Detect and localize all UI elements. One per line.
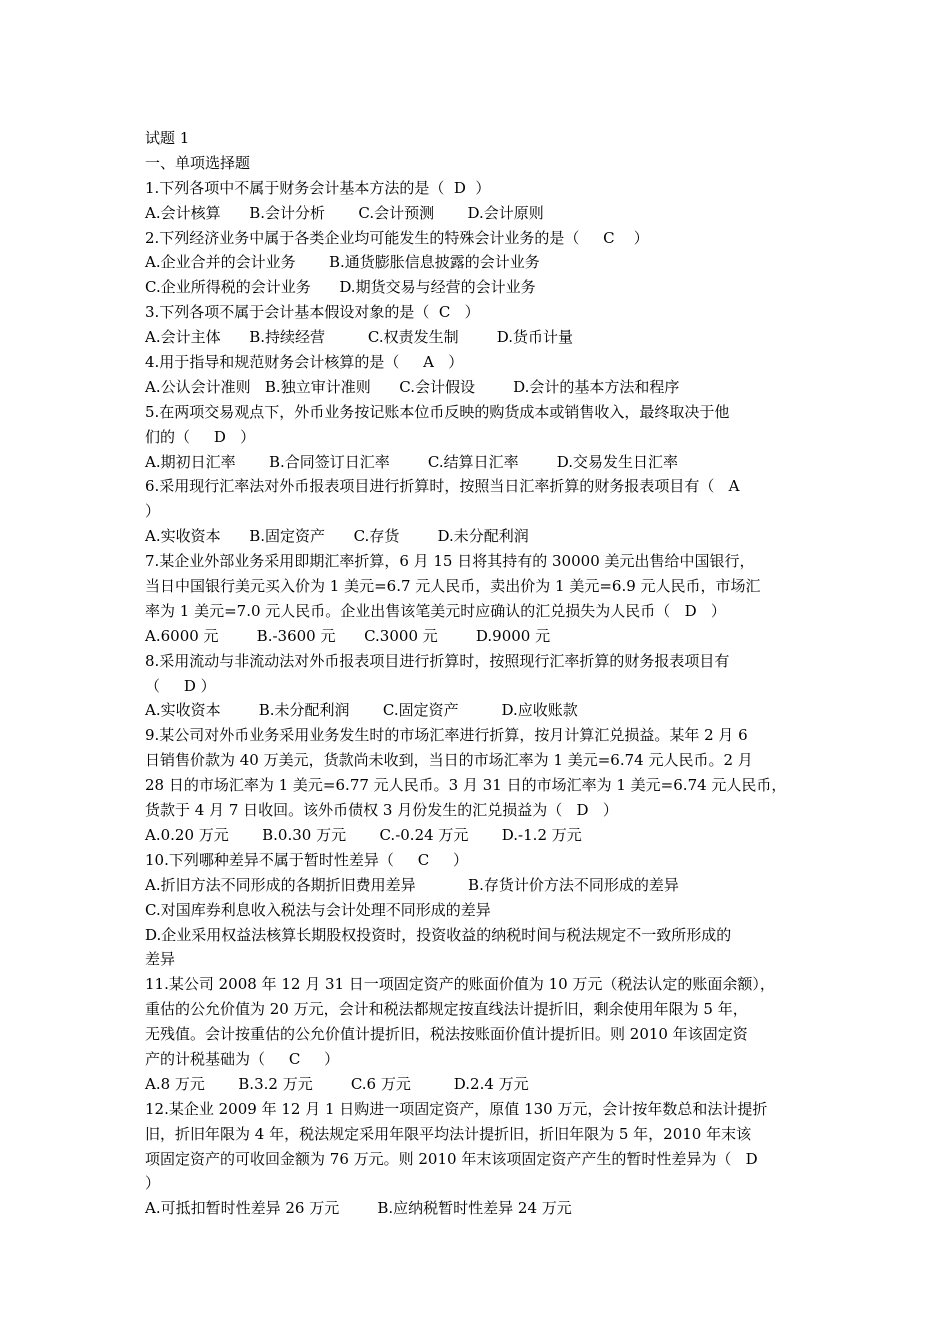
options-3: A.会计主体 B.持续经营 C.权责发生制 D.货币计量 — [145, 328, 574, 347]
question-7: 7.某企业外部业务采用即期汇率折算，6 月 15 日将其持有的 30000 美元出售给中国银行， — [145, 552, 755, 571]
question-11-cont2: 无残值。会计按重估的公允价值计提折旧，税法按账面价值计提折旧。则 2010 年该固定资 — [145, 1025, 748, 1044]
question-9: 9.某公司对外币业务采用业务发生时的市场汇率进行折算，按月计算汇兑损益。某年 2 月 6 — [145, 726, 748, 745]
question-2: 2.下列经济业务中属于各类企业均可能发生的特殊会计业务的是（ C ） — [145, 228, 649, 247]
question-9-cont3: 货款于 4 月 7 日收回。该外币债权 3 月份发生的汇兑损益为（ D ） — [145, 801, 618, 820]
question-3: 3.下列各项不属于会计基本假设对象的是（ C ） — [145, 303, 480, 322]
options-7: A.6000 元 B.-3600 元 C.3000 元 D.9000 元 — [145, 626, 551, 645]
options-4: A.公认会计准则 B.独立审计准则 C.会计假设 D.会计的基本方法和程序 — [145, 377, 680, 396]
question-12-cont3: ） — [145, 1174, 161, 1193]
options-10-row3-cont: 差异 — [145, 950, 176, 969]
document-page — [145, 126, 825, 1221]
options-6: A.实收资本 B.固定资产 C.存货 D.未分配利润 — [145, 527, 529, 546]
question-9-cont1: 日销售价款为 40 万美元，货款尚未收到，当日的市场汇率为 1 美元=6.74 元人民币。2 月 — [145, 751, 753, 770]
question-5: 5.在两项交易观点下，外币业务按记账本位币反映的购货成本或销售收入，最终取决于他 — [145, 402, 730, 421]
options-9: A.0.20 万元 B.0.30 万元 C.-0.24 万元 D.-1.2 万元 — [145, 825, 582, 844]
options-11: A.8 万元 B.3.2 万元 C.6 万元 D.2.4 万元 — [145, 1074, 529, 1093]
question-7-cont2: 率为 1 美元=7.0 元人民币。企业出售该笔美元时应确认的汇兑损失为人民币（ D ） — [145, 601, 726, 620]
options-2-row1: A.企业合并的会计业务 B.通货膨胀信息披露的会计业务 — [145, 253, 540, 272]
options-10-row2: C.对国库券利息收入税法与会计处理不同形成的差异 — [145, 900, 491, 919]
question-11: 11.某公司 2008 年 12 月 31 日一项固定资产的账面价值为 10 万元（税法认定的账面余额）， — [145, 975, 775, 994]
question-8-cont: （ D ） — [145, 676, 216, 695]
question-12-cont2: 项固定资产的可收回金额为 76 万元。则 2010 年末该项固定资产产生的暂时性差异为（ D — [145, 1149, 758, 1168]
options-10-row3: D.企业采用权益法核算长期股权投资时，投资收益的纳税时间与税法规定不一致所形成的 — [145, 925, 732, 944]
question-11-cont1: 重估的公允价值为 20 万元，会计和税法都规定按直线法计提折旧，剩余使用年限为 5 年， — [145, 1000, 748, 1019]
options-8: A.实收资本 B.未分配利润 C.固定资产 D.应收账款 — [145, 701, 578, 720]
question-11-cont3: 产的计税基础为（ C ） — [145, 1049, 340, 1068]
question-12: 12.某企业 2009 年 12 月 1 日购进一项固定资产，原值 130 万元，会计按年数总和法计提折 — [145, 1099, 768, 1118]
options-2-row2: C.企业所得税的会计业务 D.期货交易与经营的会计业务 — [145, 278, 536, 297]
options-1: A.会计核算 B.会计分析 C.会计预测 D.会计原则 — [145, 203, 544, 222]
question-9-cont2: 28 日的市场汇率为 1 美元=6.77 元人民币。3 月 31 日的市场汇率为 1 美元=6.74 元人民币， — [145, 776, 787, 795]
doc-title: 试题 1 — [145, 129, 190, 147]
question-8: 8.采用流动与非流动法对外币报表项目进行折算时，按照现行汇率折算的财务报表项目有 — [145, 651, 730, 670]
section-heading: 一、单项选择题 — [145, 153, 251, 172]
question-4: 4.用于指导和规范财务会计核算的是（ A ） — [145, 353, 464, 372]
question-12-cont1: 旧，折旧年限为 4 年，税法规定采用年限平均法计提折旧，折旧年限为 5 年，2010 年末该 — [145, 1124, 752, 1143]
options-10-row1: A.折旧方法不同形成的各期折旧费用差异 B.存货计价方法不同形成的差异 — [145, 875, 679, 894]
question-7-cont1: 当日中国银行美元买入价为 1 美元=6.7 元人民币，卖出价为 1 美元=6.9 元人民币，市场汇 — [145, 577, 761, 596]
question-6: 6.采用现行汇率法对外币报表项目进行折算时，按照当日汇率折算的财务报表项目有（ A — [145, 477, 740, 496]
question-5-cont: 们的（ D ） — [145, 427, 256, 446]
options-5: A.期初日汇率 B.合同签订日汇率 C.结算日汇率 D.交易发生日汇率 — [145, 452, 679, 471]
question-6-cont: ） — [145, 502, 161, 521]
options-12: A.可抵扣暂时性差异 26 万元 B.应纳税暂时性差异 24 万元 — [145, 1199, 572, 1218]
question-10: 10.下列哪种差异不属于暂时性差异（ C ） — [145, 850, 469, 869]
question-1: 1.下列各项中不属于财务会计基本方法的是（ D ） — [145, 178, 491, 197]
